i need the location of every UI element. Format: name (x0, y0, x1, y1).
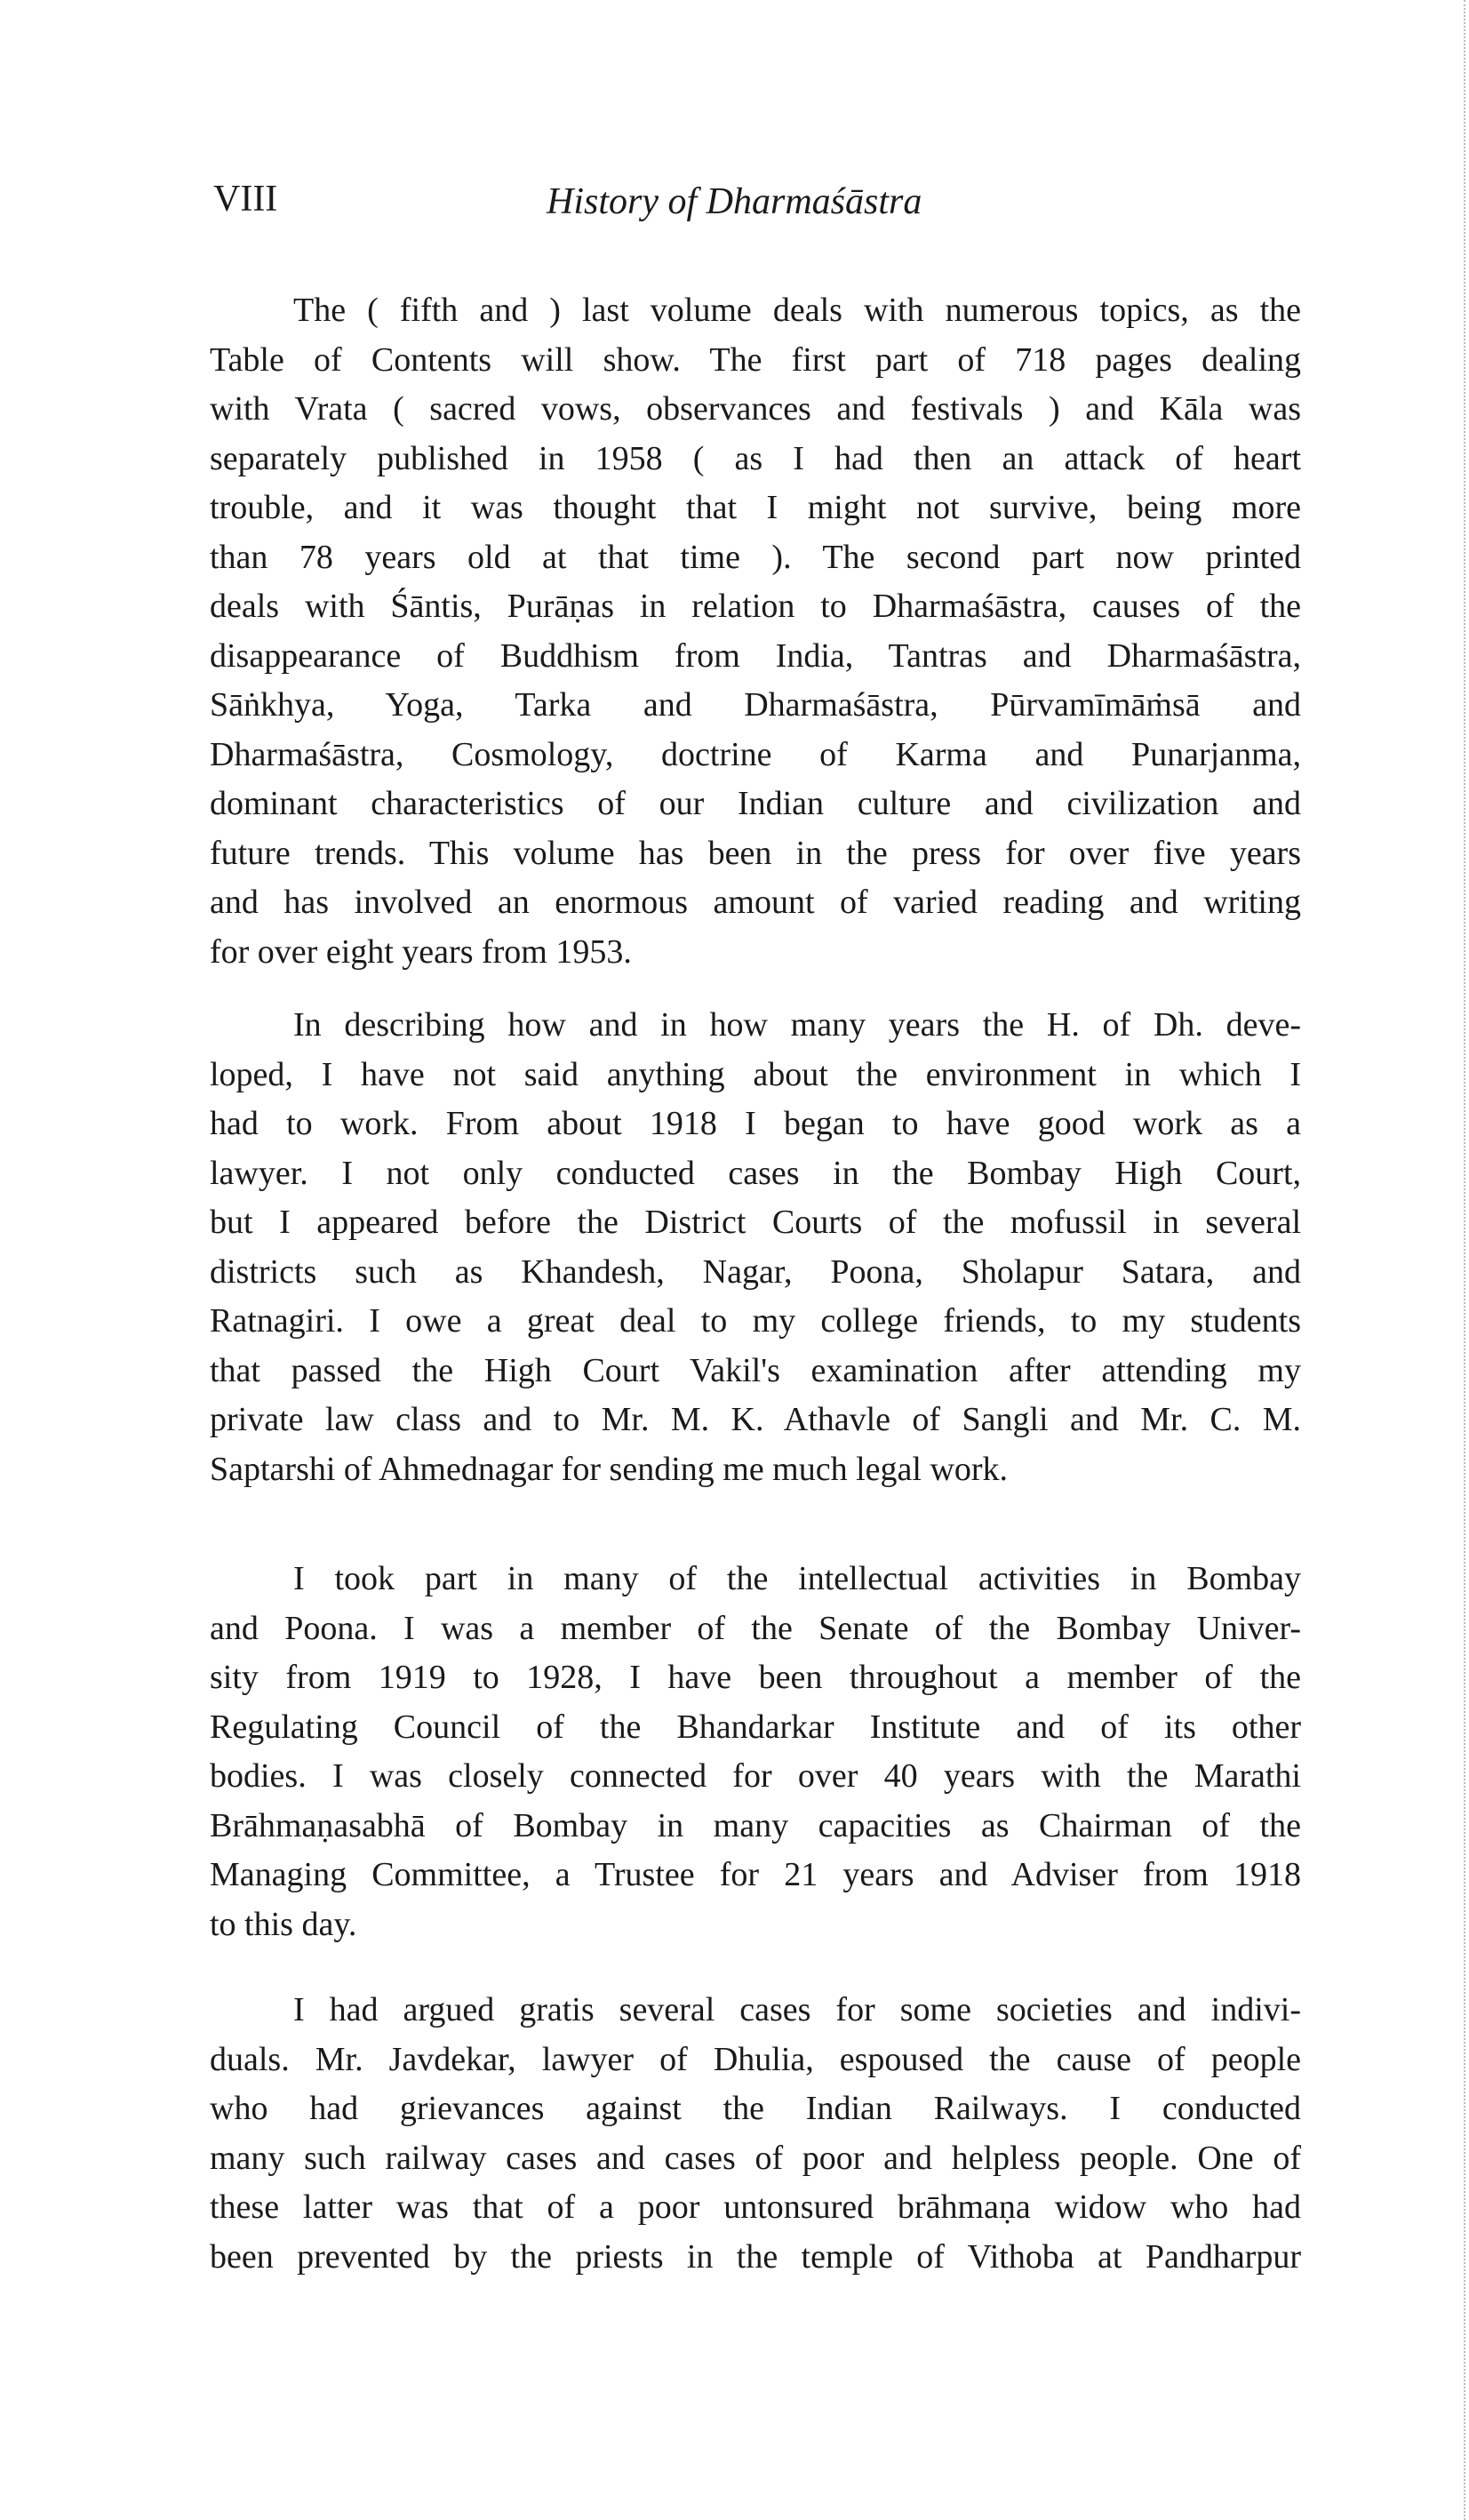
text-line: The ( fifth and ) last volume deals with numerous topics, as the (293, 292, 1301, 329)
text-line: In describing how and in how many years the H. of Dh. deve- (293, 1006, 1301, 1044)
text-line: with Vrata ( sacred vows, observances and festivals ) and Kāla was (210, 390, 1301, 428)
text-line: and Poona. I was a member of the Senate of the Bombay Univer- (210, 1609, 1301, 1647)
text-line: deals with Śāntis, Purāṇas in relation to Dharmaśāstra, causes of the (210, 588, 1301, 625)
text-line: who had grievances against the Indian Railways. I conducted (210, 2090, 1301, 2127)
text-line: Saptarshi of Ahmednagar for sending me much legal work. (210, 1450, 1009, 1488)
text-line: and has involved an enormous amount of varied reading and writing (210, 884, 1301, 921)
text-line: trouble, and it was thought that I might not survive, being more (210, 489, 1301, 526)
text-line: sity from 1919 to 1928, I have been throughout a member of the (210, 1659, 1301, 1696)
text-line: many such railway cases and cases of poor and helpless people. One of (210, 2139, 1301, 2177)
text-line: duals. Mr. Javdekar, lawyer of Dhulia, espoused the cause of people (210, 2040, 1301, 2078)
paragraph-3 (210, 1555, 1301, 1949)
paragraph-4 (210, 1986, 1301, 2282)
text-line: bodies. I was closely connected for over 40 years with the Marathi (210, 1757, 1301, 1795)
text-line: Sāṅkhya, Yoga, Tarka and Dharmaśāstra, Pūrvamīmāṁsā and (210, 686, 1301, 724)
text-line: but I appeared before the District Courts of the mofussil in several (210, 1204, 1301, 1241)
text-line: Table of Contents will show. The first part of 718 pages dealing (210, 340, 1301, 379)
text-line: to this day. (210, 1905, 357, 1943)
text-line: Managing Committee, a Trustee for 21 years and Adviser from 1918 (210, 1856, 1301, 1893)
text-line: future trends. This volume has been in the press for over five years (210, 834, 1301, 872)
text-line: Dharmaśāstra, Cosmology, doctrine of Karma and Punarjanma, (210, 735, 1301, 773)
text-line: than 78 years old at that time ). The second part now printed (210, 538, 1301, 576)
text-line: separately published in 1958 ( as I had then an attack of heart (210, 439, 1301, 477)
paragraph-1 (210, 286, 1301, 977)
scan-edge (1464, 0, 1465, 2520)
text-line: private law class and to Mr. M. K. Athavle of Sangli and Mr. C. M. (210, 1401, 1301, 1438)
text-line: had to work. From about 1918 I began to have good work as a (210, 1105, 1301, 1142)
text-line: I had argued gratis several cases for some societies and indivi- (293, 1991, 1301, 2028)
paragraph-2 (210, 1001, 1301, 1494)
text-line: loped, I have not said anything about the environment in which I (210, 1055, 1301, 1093)
page-number: VIII (213, 179, 278, 220)
text-line: districts such as Khandesh, Nagar, Poona, Sholapur Satara, and (210, 1252, 1301, 1291)
text-line: I took part in many of the intellectual activities in Bombay (293, 1560, 1301, 1597)
text-line: these latter was that of a poor untonsured brāhmaṇa widow who had (210, 2188, 1301, 2226)
text-line: dominant characteristics of our Indian culture and civilization and (210, 785, 1301, 822)
text-line: that passed the High Court Vakil's examination after attending my (210, 1351, 1301, 1389)
text-line: lawyer. I not only conducted cases in the Bombay High Court, (210, 1154, 1301, 1192)
text-line: for over eight years from 1953. (210, 932, 632, 971)
text-line: disappearance of Buddhism from India, Tantras and Dharmaśāstra, (210, 636, 1301, 675)
text-line: been prevented by the priests in the temple of Vithoba at Pandharpur (210, 2237, 1301, 2276)
text-line: Regulating Council of the Bhandarkar Institute and of its other (210, 1708, 1301, 1746)
text-line: Brāhmaṇasabhā of Bombay in many capacities as Chairman of the (210, 1806, 1301, 1844)
text-line: Ratnagiri. I owe a great deal to my college friends, to my students (210, 1302, 1301, 1340)
running-title: History of Dharmaśāstra (547, 181, 922, 222)
